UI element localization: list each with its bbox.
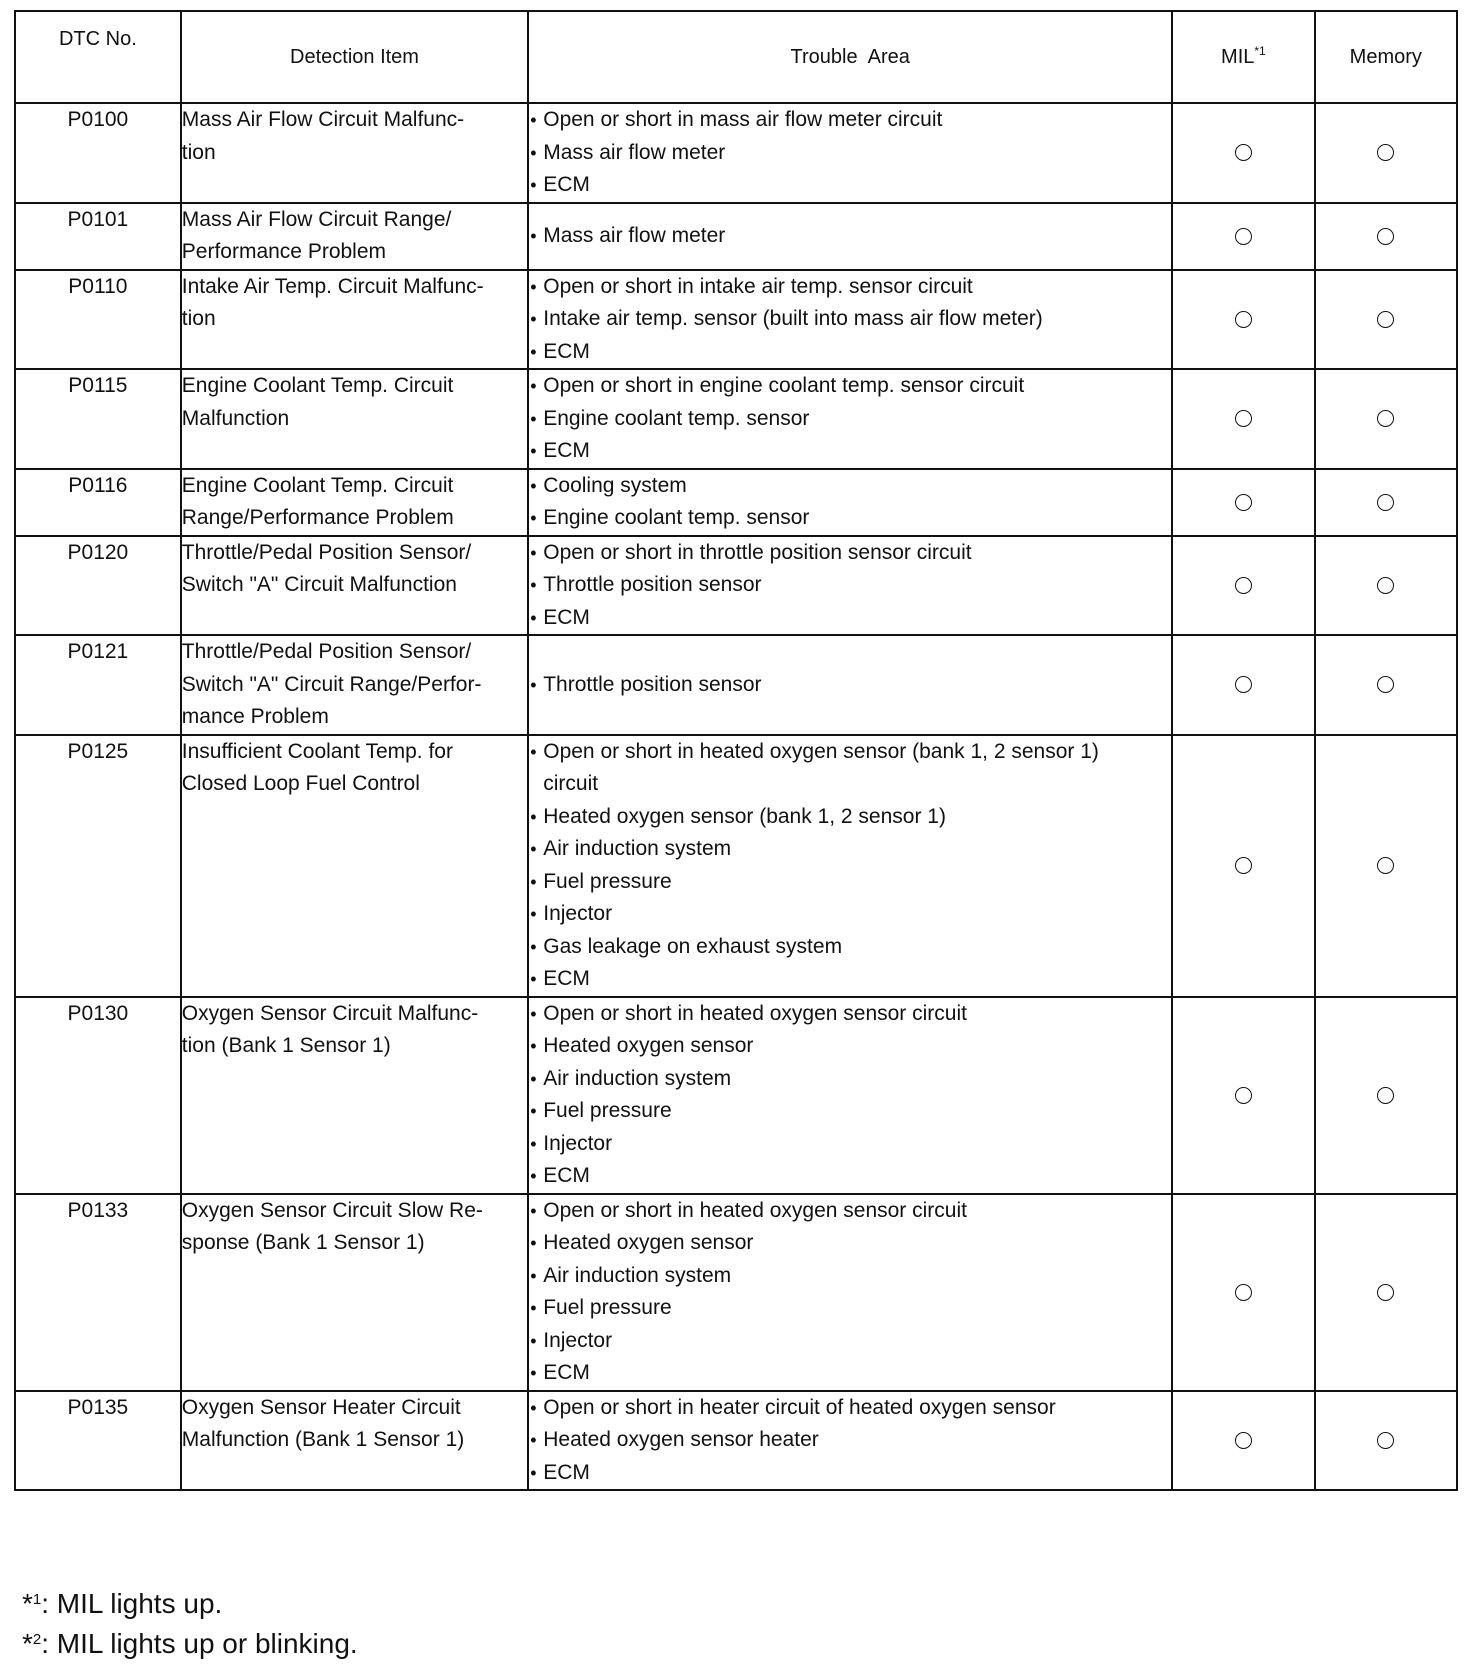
trouble-area-item: • Open or short in throttle position sensor circuit xyxy=(529,537,1171,570)
detection-item-line: Engine Coolant Temp. Circuit xyxy=(181,374,454,397)
memory-indicator xyxy=(1315,735,1457,997)
circle-icon xyxy=(1235,1284,1252,1301)
header-row xyxy=(15,11,1457,103)
circle-icon xyxy=(1377,1284,1394,1301)
detection-item-line: Throttle/Pedal Position Sensor/ xyxy=(181,640,472,663)
detection-item xyxy=(181,735,528,997)
trouble-area xyxy=(528,1194,1172,1391)
footnote-mark: * xyxy=(22,1588,33,1619)
mil-indicator xyxy=(1172,635,1314,735)
mil-indicator xyxy=(1172,735,1314,997)
trouble-area-item: • Fuel pressure xyxy=(529,866,1171,899)
circle-icon xyxy=(1377,410,1394,427)
detection-item xyxy=(181,270,528,370)
detection-item-line: Range/Performance Problem xyxy=(181,506,454,529)
trouble-area-item: • Mass air flow meter xyxy=(529,220,1171,253)
memory-indicator xyxy=(1315,635,1457,735)
footnote xyxy=(22,1624,358,1664)
circle-icon xyxy=(1235,1432,1252,1449)
detection-item-line: Intake Air Temp. Circuit Malfunc- xyxy=(181,274,484,298)
trouble-area-item: • ECM xyxy=(529,1457,1171,1490)
dtc-code: P0115 xyxy=(15,369,181,469)
trouble-area-item: • Throttle position sensor xyxy=(529,569,1171,602)
dtc-code: P0135 xyxy=(15,1391,181,1491)
trouble-area-item: • ECM xyxy=(529,602,1171,635)
trouble-area-item: • Air induction system xyxy=(529,1063,1171,1096)
trouble-area-item: • ECM xyxy=(529,435,1171,468)
trouble-area xyxy=(528,103,1172,203)
footnote-mark: * xyxy=(22,1628,33,1659)
trouble-area xyxy=(528,203,1172,270)
footnote-number: 2 xyxy=(32,1631,42,1648)
detection-item-line: tion (Bank 1 Sensor 1) xyxy=(181,1034,391,1057)
footnote-text: : MIL lights up. xyxy=(41,1588,223,1619)
trouble-area-item: • Open or short in heated oxygen sensor circuit xyxy=(529,998,1171,1031)
table-row xyxy=(15,369,1457,469)
detection-item-line: Performance Problem xyxy=(181,240,387,263)
circle-icon xyxy=(1377,857,1394,874)
table-row xyxy=(15,1391,1457,1491)
trouble-area xyxy=(528,635,1172,735)
footnotes xyxy=(22,1584,358,1664)
trouble-area-item: • ECM xyxy=(529,1160,1171,1193)
dtc-code: P0116 xyxy=(15,469,181,536)
detection-item xyxy=(181,635,528,735)
detection-item-line: Malfunction (Bank 1 Sensor 1) xyxy=(181,1428,465,1451)
detection-item-line: Oxygen Sensor Circuit Slow Re- xyxy=(181,1198,483,1222)
memory-indicator xyxy=(1315,1194,1457,1391)
footnote-text: : MIL lights up or blinking. xyxy=(41,1628,358,1659)
header-detection-item: Detection Item xyxy=(181,11,528,103)
dtc-code: P0121 xyxy=(15,635,181,735)
detection-item-line: Switch "A" Circuit Malfunction xyxy=(181,573,457,596)
trouble-area-item: • Heated oxygen sensor xyxy=(529,1227,1171,1260)
mil-indicator xyxy=(1172,1194,1314,1391)
detection-item-line: tion xyxy=(181,307,216,330)
trouble-area-item: • Mass air flow meter xyxy=(529,137,1171,170)
circle-icon xyxy=(1235,494,1252,511)
detection-item-line: Mass Air Flow Circuit Range/ xyxy=(181,207,452,231)
trouble-area-item: • Intake air temp. sensor (built into mass air flow meter) xyxy=(529,303,1171,336)
mil-indicator xyxy=(1172,1391,1314,1491)
mil-footnote-ref: *1 xyxy=(1254,43,1266,58)
trouble-area-item: • Air induction system xyxy=(529,1260,1171,1293)
circle-icon xyxy=(1235,144,1252,161)
circle-icon xyxy=(1377,311,1394,328)
dtc-table-body xyxy=(15,103,1457,1490)
table-row xyxy=(15,270,1457,370)
circle-icon xyxy=(1377,144,1394,161)
trouble-area xyxy=(528,536,1172,636)
detection-item xyxy=(181,536,528,636)
circle-icon xyxy=(1377,1432,1394,1449)
mil-indicator xyxy=(1172,369,1314,469)
circle-icon xyxy=(1377,676,1394,693)
circle-icon xyxy=(1377,228,1394,245)
trouble-area-item: • Fuel pressure xyxy=(529,1095,1171,1128)
dtc-code: P0125 xyxy=(15,735,181,997)
detection-item-line: Engine Coolant Temp. Circuit xyxy=(181,473,454,497)
detection-item-line: Mass Air Flow Circuit Malfunc- xyxy=(181,108,465,131)
trouble-area-item: • Open or short in mass air flow meter circuit xyxy=(529,104,1171,137)
detection-item-line: tion xyxy=(181,140,216,164)
detection-item xyxy=(181,103,528,203)
trouble-area-item: • Injector xyxy=(529,1325,1171,1358)
mil-indicator xyxy=(1172,270,1314,370)
circle-icon xyxy=(1377,1087,1394,1104)
detection-item xyxy=(181,469,528,536)
trouble-area-item: • Injector xyxy=(529,1128,1171,1161)
trouble-area-item: • Open or short in heated oxygen sensor (bank 1, 2 sensor 1) xyxy=(529,736,1171,769)
dtc-code: P0110 xyxy=(15,270,181,370)
detection-item-line: mance Problem xyxy=(181,705,329,728)
detection-item-line: Oxygen Sensor Heater Circuit xyxy=(181,1395,461,1419)
dtc-table xyxy=(14,10,1458,1491)
circle-icon xyxy=(1235,857,1252,874)
memory-indicator xyxy=(1315,1391,1457,1491)
memory-indicator xyxy=(1315,203,1457,270)
detection-item-line: Oxygen Sensor Circuit Malfunc- xyxy=(181,1001,479,1025)
trouble-area-item: • Heated oxygen sensor (bank 1, 2 sensor 1) xyxy=(529,801,1171,834)
dtc-code: P0100 xyxy=(15,103,181,203)
mil-indicator xyxy=(1172,203,1314,270)
mil-indicator xyxy=(1172,997,1314,1194)
trouble-area-item: • ECM xyxy=(529,336,1171,369)
table-row xyxy=(15,635,1457,735)
trouble-area-item: • Engine coolant temp. sensor xyxy=(529,502,1171,535)
trouble-area-item: • Heated oxygen sensor heater xyxy=(529,1424,1171,1457)
table-row xyxy=(15,997,1457,1194)
detection-item xyxy=(181,1194,528,1391)
table-row xyxy=(15,103,1457,203)
detection-item xyxy=(181,997,528,1194)
memory-indicator xyxy=(1315,270,1457,370)
detection-item-line: Insufficient Coolant Temp. for xyxy=(181,739,453,763)
trouble-area-item: • Throttle position sensor xyxy=(529,669,1171,702)
dtc-code: P0101 xyxy=(15,203,181,270)
circle-icon xyxy=(1377,577,1394,594)
trouble-area xyxy=(528,997,1172,1194)
header-trouble-area: Trouble Area xyxy=(528,11,1172,103)
memory-indicator xyxy=(1315,369,1457,469)
trouble-area-item: • ECM xyxy=(529,169,1171,202)
trouble-area-item: • Open or short in heater circuit of heated oxygen sensor xyxy=(529,1392,1171,1425)
detection-item xyxy=(181,1391,528,1491)
detection-item xyxy=(181,369,528,469)
dtc-code: P0130 xyxy=(15,997,181,1194)
header-dtc-no: DTC No. xyxy=(15,11,181,103)
trouble-area-item: • ECM xyxy=(529,963,1171,996)
trouble-area-item: • ECM xyxy=(529,1357,1171,1390)
detection-item-line: sponse (Bank 1 Sensor 1) xyxy=(181,1231,425,1254)
circle-icon xyxy=(1235,577,1252,594)
mil-indicator xyxy=(1172,103,1314,203)
detection-item-line: Switch "A" Circuit Range/Perfor- xyxy=(181,672,482,696)
detection-item-line: Malfunction xyxy=(181,406,290,430)
table-row xyxy=(15,469,1457,536)
circle-icon xyxy=(1235,228,1252,245)
trouble-area-item: • Open or short in heated oxygen sensor circuit xyxy=(529,1195,1171,1228)
footnote xyxy=(22,1584,358,1624)
trouble-area-item: • Fuel pressure xyxy=(529,1292,1171,1325)
mil-indicator xyxy=(1172,469,1314,536)
table-row xyxy=(15,1194,1457,1391)
detection-item-line: Closed Loop Fuel Control xyxy=(181,772,420,795)
circle-icon xyxy=(1235,1087,1252,1104)
dtc-code: P0120 xyxy=(15,536,181,636)
dtc-code: P0133 xyxy=(15,1194,181,1391)
detection-item xyxy=(181,203,528,270)
header-memory: Memory xyxy=(1315,11,1457,103)
memory-indicator xyxy=(1315,997,1457,1194)
circle-icon xyxy=(1235,311,1252,328)
trouble-area xyxy=(528,369,1172,469)
table-row xyxy=(15,735,1457,997)
trouble-area-item: • Air induction system xyxy=(529,833,1171,866)
trouble-area xyxy=(528,1391,1172,1491)
circle-icon xyxy=(1377,494,1394,511)
trouble-area xyxy=(528,270,1172,370)
header-mil: MIL$^{*1}$ xyxy=(1172,11,1314,103)
trouble-area-item: • Open or short in intake air temp. sensor circuit xyxy=(529,271,1171,304)
table-row xyxy=(15,536,1457,636)
memory-indicator xyxy=(1315,536,1457,636)
trouble-area-item: • Cooling system xyxy=(529,470,1171,503)
memory-indicator xyxy=(1315,469,1457,536)
mil-indicator xyxy=(1172,536,1314,636)
trouble-area-item: • Injector xyxy=(529,898,1171,931)
detection-item-line: Throttle/Pedal Position Sensor/ xyxy=(181,540,472,564)
trouble-area-item: • Open or short in engine coolant temp. sensor circuit xyxy=(529,370,1171,403)
trouble-area-item: • Gas leakage on exhaust system xyxy=(529,931,1171,964)
memory-indicator xyxy=(1315,103,1457,203)
trouble-area xyxy=(528,735,1172,997)
trouble-area xyxy=(528,469,1172,536)
table-row xyxy=(15,203,1457,270)
trouble-area-item: • Engine coolant temp. sensor xyxy=(529,403,1171,436)
circle-icon xyxy=(1235,410,1252,427)
footnote-number: 1 xyxy=(32,1591,42,1608)
circle-icon xyxy=(1235,676,1252,693)
trouble-area-item: • Heated oxygen sensor xyxy=(529,1030,1171,1063)
trouble-area-item: circuit xyxy=(543,772,599,795)
